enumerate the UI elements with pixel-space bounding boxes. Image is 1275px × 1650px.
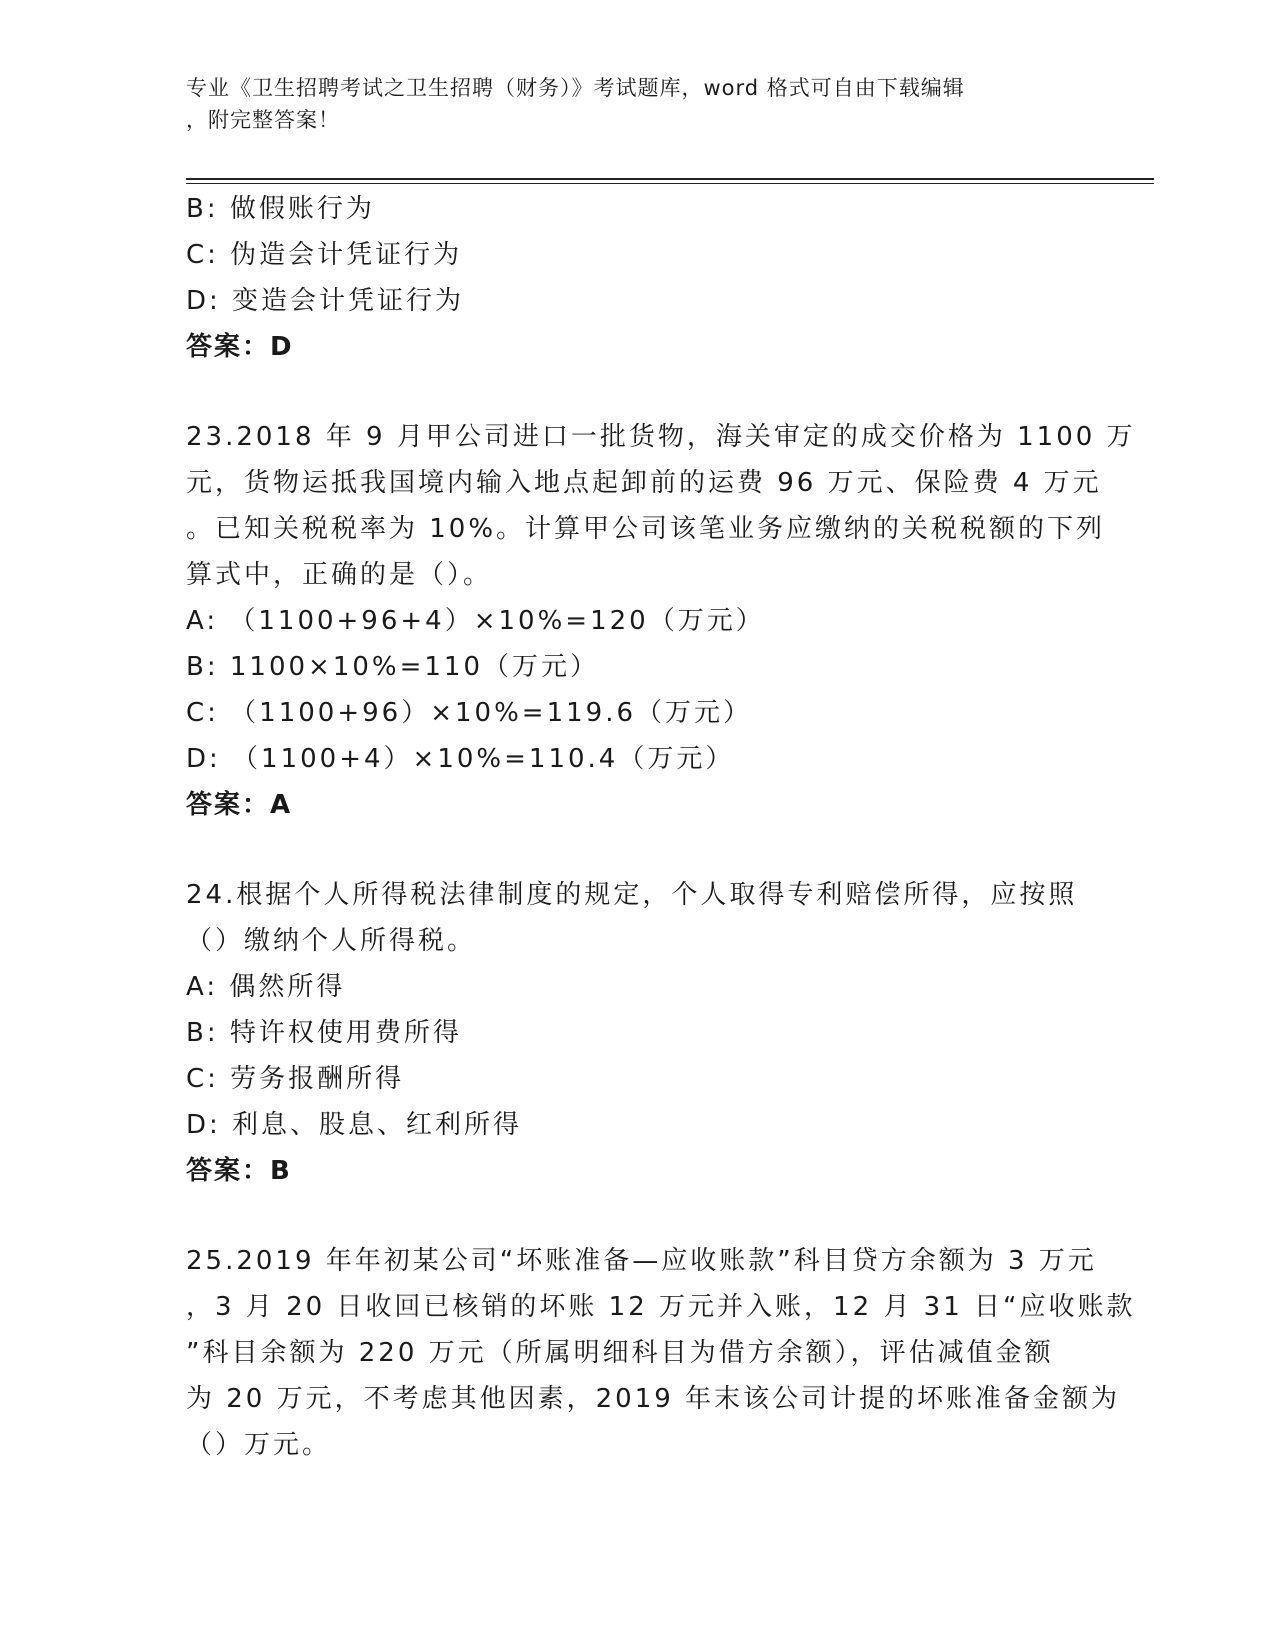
option-d: D: 利息、股息、红利所得 (186, 1110, 523, 1140)
option-a: A: 偶然所得 (186, 972, 346, 1002)
option-d: D: （1100+4）×10%=110.4（万元） (186, 744, 735, 774)
header-line-1: 专业《卫生招聘考试之卫生招聘（财务）》考试题库，word 格式可自由下载编辑 (186, 76, 965, 100)
question-stem: 为 20 万元，不考虑其他因素，2019 年末该公司计提的坏账准备金额为 (186, 1384, 1121, 1414)
option-c: C: （1100+96）×10%=119.6（万元） (186, 698, 753, 728)
answer-label: 答案：B (186, 1156, 292, 1186)
option-d: D: 变造会计凭证行为 (186, 286, 465, 316)
option-b: B: 特许权使用费所得 (186, 1018, 462, 1048)
question-stem: 24.根据个人所得税法律制度的规定，个人取得专利赔偿所得，应按照 (186, 880, 1078, 910)
question-stem: （）缴纳个人所得税。 (186, 926, 477, 956)
header-rule-thick (186, 178, 1154, 180)
header-line-2: ，附完整答案！ (186, 108, 340, 132)
exam-content (186, 186, 1136, 1468)
question-stem: 元，货物运抵我国境内输入地点起卸前的运费 96 万元、保险费 4 万元 (186, 468, 1102, 498)
header-rule-thin (186, 183, 1154, 184)
question-23 (186, 414, 1136, 828)
document-header (186, 72, 1086, 136)
question-stem: ”科目余额为 220 万元（所属明细科目为借方余额），评估减值金额 (186, 1338, 1054, 1368)
question-22 (186, 186, 1086, 370)
answer-label: 答案：D (186, 332, 294, 362)
option-b: B: 做假账行为 (186, 194, 375, 224)
option-a: A: （1100+96+4）×10%=120（万元） (186, 606, 765, 636)
question-stem: 算式中，正确的是（）。 (186, 560, 493, 590)
question-stem: 。已知关税税率为 10%。计算甲公司该笔业务应缴纳的关税税额的下列 (186, 514, 1106, 544)
question-24 (186, 872, 1086, 1194)
question-stem: （）万元。 (186, 1430, 332, 1460)
option-b: B: 1100×10%=110（万元） (186, 652, 600, 682)
answer-label: 答案：A (186, 790, 293, 820)
option-c: C: 劳务报酬所得 (186, 1064, 405, 1094)
option-c: C: 伪造会计凭证行为 (186, 240, 463, 270)
question-stem: ，3 月 20 日收回已核销的坏账 12 万元并入账，12 月 31 日“应收账款 (186, 1292, 1136, 1322)
question-25 (186, 1238, 1136, 1468)
question-stem: 25.2019 年年初某公司“坏账准备—应收账款”科目贷方余额为 3 万元 (186, 1246, 1097, 1276)
question-stem: 23.2018 年 9 月甲公司进口一批货物，海关审定的成交价格为 1100 万 (186, 422, 1136, 452)
